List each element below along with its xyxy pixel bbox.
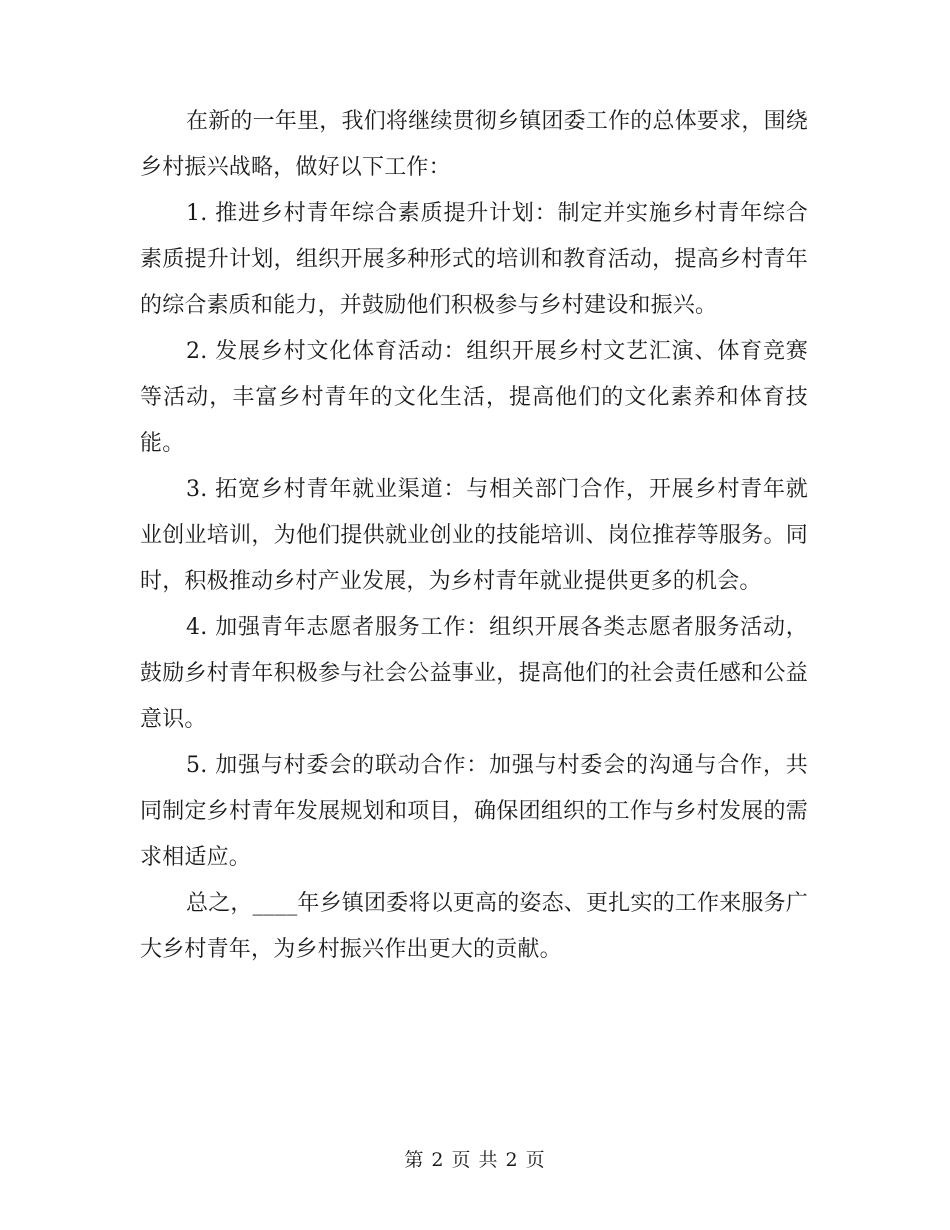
item-4-paragraph: 4. 加强青年志愿者服务工作：组织开展各类志愿者服务活动，鼓励乡村青年积极参与社会公益事业，提高他们的社会责任感和公益意识。	[140, 615, 808, 732]
item-2-paragraph: 2. 发展乡村文化体育活动：组织开展乡村文艺汇演、体育竞赛等活动，丰富乡村青年的文化生活，提高他们的文化素养和体育技能。	[140, 339, 808, 456]
conclusion-paragraph: 总之，____年乡镇团委将以更高的姿态、更扎实的工作来服务广大乡村青年，为乡村振兴作出更大的贡献。	[140, 891, 809, 962]
item-3-paragraph: 3. 拓宽乡村青年就业渠道：与相关部门合作，开展乡村青年就业创业培训，为他们提供就业创业的技能培训、岗位推荐等服务。同时，积极推动乡村产业发展，为乡村青年就业提供更多的机会。	[140, 477, 808, 594]
item-1-paragraph: 1. 推进乡村青年综合素质提升计划：制定并实施乡村青年综合素质提升计划，组织开展多种形式的培训和教育活动，提高乡村青年的综合素质和能力，并鼓励他们积极参与乡村建设和振兴。	[140, 201, 808, 318]
page-number-footer: 第 2 页 共 2 页	[404, 1149, 546, 1171]
item-5-paragraph: 5. 加强与村委会的联动合作：加强与村委会的沟通与合作，共同制定乡村青年发展规划和项目，确保团组织的工作与乡村发展的需求相适应。	[140, 753, 808, 870]
document-body	[140, 99, 808, 973]
intro-paragraph: 在新的一年里，我们将继续贯彻乡镇团委工作的总体要求，围绕乡村振兴战略，做好以下工作：	[140, 109, 808, 180]
